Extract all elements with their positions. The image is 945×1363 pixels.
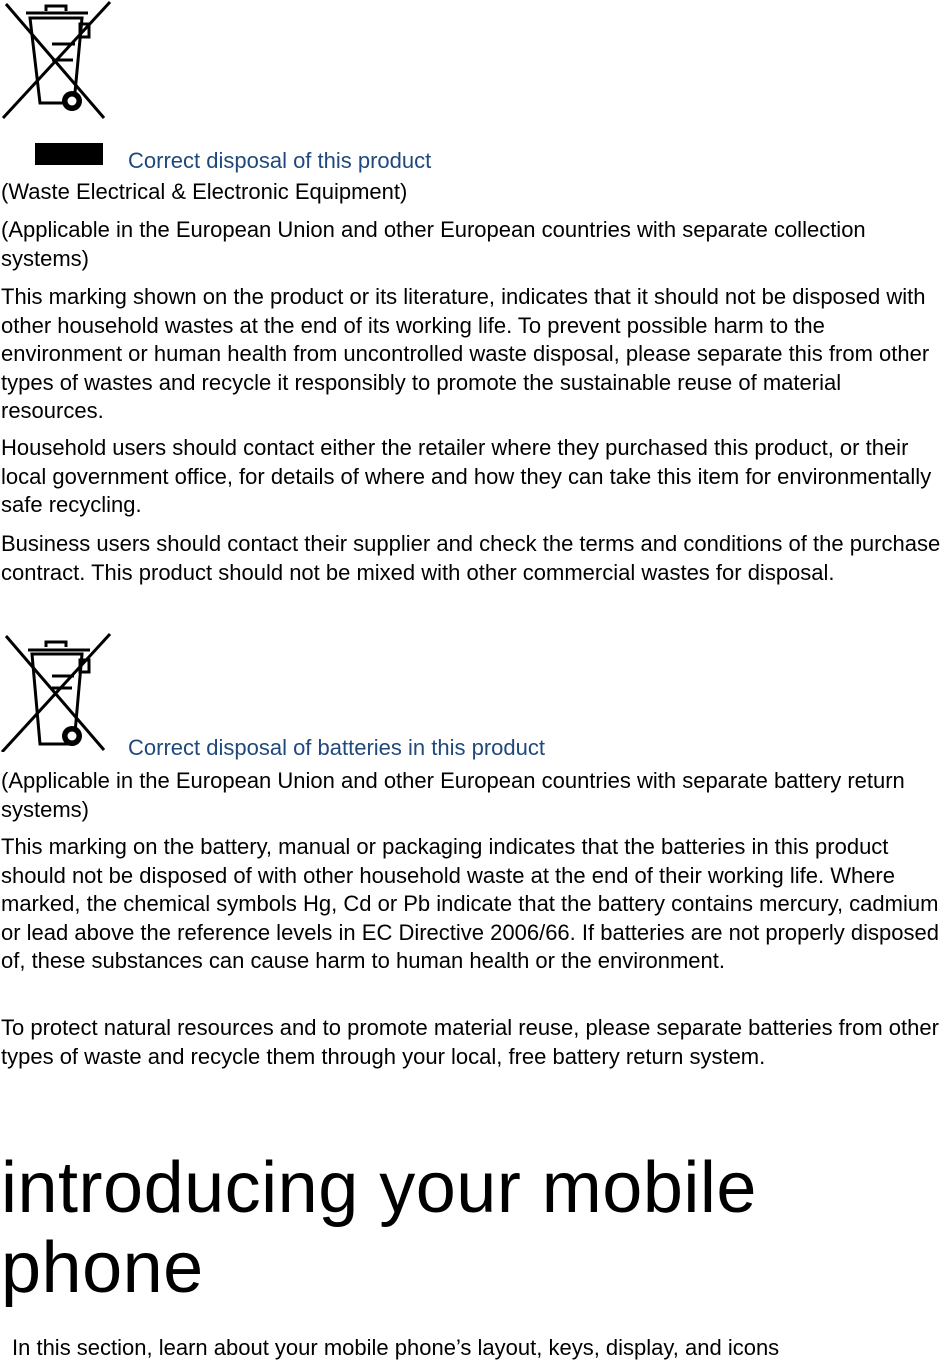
weee-paragraph-1: (Applicable in the European Union and other European countries with separate collection systems) xyxy=(1,217,866,271)
batteries-heading: Correct disposal of batteries in this product xyxy=(128,735,545,760)
weee-paragraph-4: Business users should contact their supplier and check the terms and conditions of the purchase contract. This product should not be mixed with other commercial wastes for disposal. xyxy=(1,531,941,585)
batteries-paragraph-3: To protect natural resources and to promote material reuse, please separate batteries from other types of waste and recycle them through your local, free battery return system. xyxy=(1,1015,939,1069)
crossed-out-wheelie-bin-icon xyxy=(0,0,112,120)
chapter-intro: In this section, learn about your mobile phone’s layout, keys, display, and icons xyxy=(12,1335,780,1360)
batteries-paragraph-1: (Applicable in the European Union and other European countries with separate battery return systems) xyxy=(1,768,905,822)
separator-bar xyxy=(35,143,103,165)
weee-subtitle: (Waste Electrical & Electronic Equipment) xyxy=(1,179,408,204)
weee-heading: Correct disposal of this product xyxy=(128,148,432,173)
chapter-title: introducing your mobile phone xyxy=(1,1148,757,1308)
crossed-out-battery-bin-icon xyxy=(0,632,112,752)
weee-paragraph-2: This marking shown on the product or its literature, indicates that it should not be disposed with other household wastes at the end of its working life. To prevent possible harm to the environment or human health from uncontrolled waste disposal, please separate this from other types of wastes and recycle it responsibly to promote the sustainable reuse of material resources. xyxy=(1,284,930,423)
weee-paragraph-3: Household users should contact either the retailer where they purchased this product, or their local government office, for details of where and how they can take this item for environmentally safe recycling. xyxy=(1,435,932,517)
batteries-paragraph-2: This marking on the battery, manual or packaging indicates that the batteries in this product should not be disposed of with other household waste at the end of their working life. Where marked, the chemical symbols Hg, Cd or Pb indicate that the battery contains mercury, cadmium or lead above the reference levels in EC Directive 2006/66. If batteries are not properly disposed of, these substances can cause harm to human health or the environment. xyxy=(1,834,939,973)
